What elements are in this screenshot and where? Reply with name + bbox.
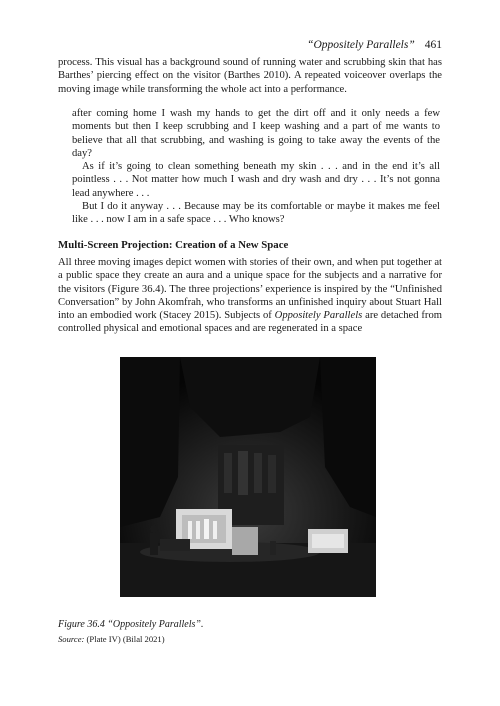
block-quote (72, 107, 440, 227)
quote-paragraph: As if it’s going to clean something beneath my skin . . . and in the end it’s all pointless . . . Not matter how much I wash and dry wash and dry . . . It’s not gonna lead anywhere . . . (72, 161, 440, 199)
work-title: Oppositely Parallels (274, 310, 363, 322)
paragraph-text: All three moving images depict women with stories of their own, and when put together at a public space they create an aura and a unique space for the subjects and a narrative for the visitors (Figure 36.4). The three projections’ experience is inspired by the “Unfinished Conversation” by John Akomfrah, who transforms an unfinished inquiry about Stuart Hall into an embodied work (Stacey 2015). Subjects of (58, 257, 442, 322)
source-text: (Plate IV) (Bilal 2021) (84, 634, 165, 644)
figure-caption: Figure 36.4 “Oppositely Parallels”. (58, 619, 204, 630)
body-paragraph-1: process. This visual has a background sound of running water and scrubbing skin that has Barthes’ piercing effect on the visitor (Barthes 2010). A repeated voiceover overlaps the moving image while transforming the whole act into a performance. (58, 57, 442, 95)
paragraph-text: are detached from controlled physical and emotional spaces and are regenerated in a space (58, 310, 442, 335)
section-heading: Multi-Screen Projection: Creation of a New Space (58, 239, 289, 251)
source-label: Source: (58, 634, 85, 644)
page-number: 461 (424, 39, 442, 51)
quote-paragraph: after coming home I wash my hands to get the dirt off and it only needs a few moments but then I keep scrubbing and I keep washing and a part of me wants to believe that all that scrubbing, and washing is going to take away the events of the day? (72, 108, 440, 159)
body-paragraph-2 (58, 256, 442, 336)
running-title: “Oppositely Parallels” (307, 39, 415, 51)
running-header (307, 39, 442, 51)
figure-photo (120, 357, 376, 597)
quote-paragraph: But I do it anyway . . . Because may be its comfortable or maybe it makes me feel like . . . now I am in a safe space . . . Who knows? (72, 201, 440, 226)
figure-source (58, 634, 165, 644)
installation-night-photo (120, 357, 376, 597)
